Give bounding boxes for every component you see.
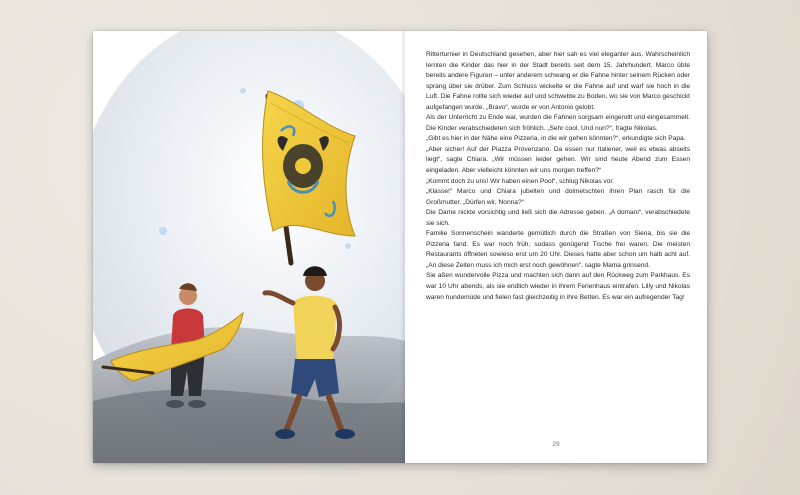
paragraph: „Gibt es hier in der Nähe eine Pizzeria, in die wir gehen könnten?“, erkundigte sich Papa.: [426, 135, 686, 143]
page-number: 29: [552, 441, 560, 448]
left-page-illustration: [93, 31, 405, 463]
open-book: [93, 31, 707, 463]
paragraph: Familie Sonnenschein wanderte gemütlich durch die Straßen von Siena, bis sie die Pizzeria fand. Es war noch früh, sodass genügend Tische frei waren. Die meisten Restaurants öffneten sowieso erst um 20 Uhr. Dieses hatte aber schon um halb acht auf. „An diese Zeiten muss ich mich erst noch gewöhnen“, sagte Mama grinsend.: [426, 230, 690, 269]
paragraph: Ritterturnier in Deutschland gesehen, aber hier sah es viel eleganter aus. Wahrscheinlich lernten die Kinder das hier in der Stadt bereits seit dem 15. Jahrhundert. Marco übte bereits andere Figuren – unter anderem schwang er die Fahne hinter seinem Rücken oder sprang über sie drüber. Zum Schluss wickelte er die Fahne auf und warf sie hoch in die Luft. Die Fahne rollte sich wieder auf und schwebte zu Boden, wo sie von Marco geschickt aufgefangen wurde. „Bravo“, wurde er von Antonio gelobt.: [426, 51, 690, 111]
flag-throwing-illustration: [93, 31, 405, 463]
paragraph: Sie aßen wundervolle Pizza und machten sich dann auf den Rückweg zum Parkhaus. Es war 10 Uhr abends, als sie endlich wieder in ihrem Ferienhaus eintrafen. Lilly und Nikolas waren hundemüde und fielen fast gleichzeitig in ihre Betten. Es war ein aufregender Tag!: [426, 272, 690, 301]
right-page: [405, 31, 707, 463]
paragraph: „Klasse!“ Marco und Chiara jubelten und dolmetschten ihren Plan rasch für die Großmutter. „Dürfen wir, Nonna?“: [426, 188, 690, 206]
paragraph: Als der Unterricht zu Ende war, wurden die Fahnen sorgsam eingerollt und eingesammelt. Die Kinder verabschiedeten sich fröhlich. „Sehr cool. Und nun?“, fragte Nikolas.: [426, 114, 690, 132]
paragraph: „Kommt doch zu uns! Wir haben einen Pool“, schlug Nikolas vor.: [426, 177, 615, 185]
paragraph: Die Dame nickte vorsichtig und ließ sich die Adresse geben. „A domani“, verabschiedete sie sich.: [426, 209, 690, 227]
paragraph: „Aber sicher! Auf der Piazza Provenzano. Da essen nur Italiener, weil es etwas abseits liegt“, sagte Chiara. „Wir müssen leider gehen. Wir sind heute Abend zum Essen eingeladen. Aber vielleicht könnten wir uns morgen treffen?“: [426, 145, 690, 175]
story-text: [426, 50, 690, 303]
